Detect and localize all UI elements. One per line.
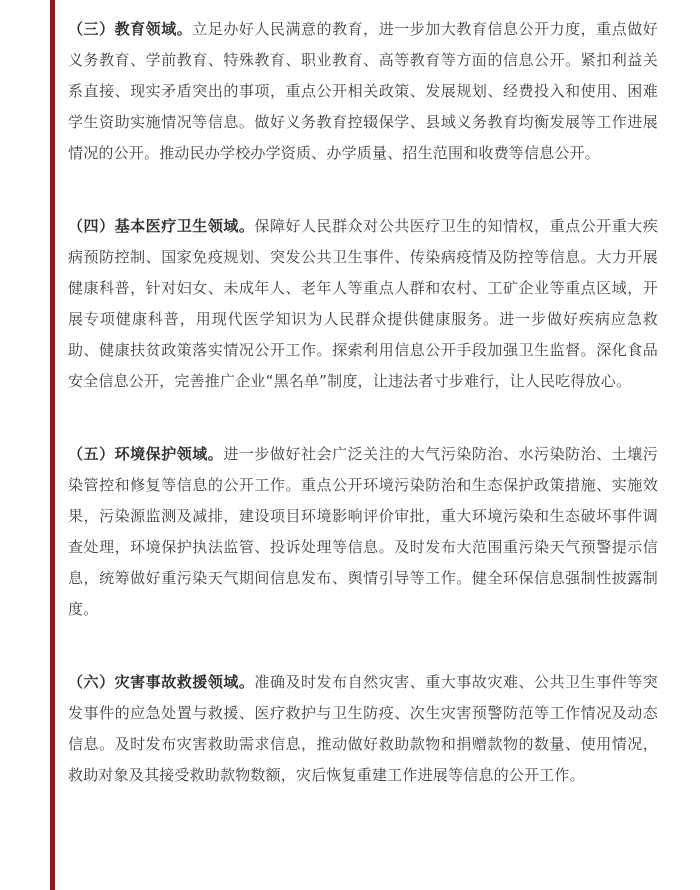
section-medical	[68, 211, 658, 397]
section-disaster	[68, 667, 658, 791]
paragraph	[68, 14, 658, 169]
paragraph	[68, 439, 658, 625]
section-body: 进一步做好社会广泛关注的大气污染防治、水污染防治、土壤污染管控和修复等信息的公开工作。重点公开环境污染防治和生态保护政策措施、实施效果，污染源监测及减排，建设项目环境影响评价审批，重大环境污染和生态破坏事件调查处理，环境保护执法监管、投诉处理等信息。及时发布大范围重污染天气预警提示信息，统筹做好重污染天气期间信息发布、舆情引导等工作。健全环保信息强制性披露制度。	[68, 445, 658, 618]
section-environment	[68, 439, 658, 625]
paragraph	[68, 211, 658, 397]
article-content	[68, 14, 658, 833]
section-heading: （四）基本医疗卫生领域。	[68, 217, 255, 235]
paragraph	[68, 667, 658, 791]
section-body: 保障好人民群众对公共医疗卫生的知情权，重点公开重大疾病预防控制、国家免疫规划、突发公共卫生事件、传染病疫情及防控等信息。大力开展健康科普，针对妇女、未成年人、老年人等重点人群和农村、工矿企业等重点区域，开展专项健康科普，用现代医学知识为人民群众提供健康服务。进一步做好疾病应急救助、健康扶贫政策落实情况公开工作。探索利用信息公开手段加强卫生监督。深化食品安全信息公开，完善推广企业“黑名单”制度，让违法者寸步难行，让人民吃得放心。	[68, 217, 658, 390]
section-heading: （五）环境保护领域。	[68, 445, 224, 463]
section-education	[68, 14, 658, 169]
left-accent-bar	[50, 0, 55, 890]
section-body: 立足办好人民满意的教育，进一步加大教育信息公开力度，重点做好义务教育、学前教育、特殊教育、职业教育、高等教育等方面的信息公开。紧扣利益关系直接、现实矛盾突出的事项，重点公开相关政策、发展规划、经费投入和使用、困难学生资助实施情况等信息。做好义务教育控辍保学、县域义务教育均衡发展等工作进展情况的公开。推动民办学校办学资质、办学质量、招生范围和收费等信息公开。	[68, 20, 658, 162]
section-body: 准确及时发布自然灾害、重大事故灾难、公共卫生事件等突发事件的应急处置与救援、医疗救护与卫生防疫、次生灾害预警防范等工作情况及动态信息。及时发布灾害救助需求信息，推动做好救助款物和捐赠款物的数量、使用情况，救助对象及其接受救助款物数额，灾后恢复重建工作进展等信息的公开工作。	[68, 673, 658, 784]
section-heading: （三）教育领域。	[68, 20, 193, 38]
section-heading: （六）灾害事故救援领域。	[68, 673, 255, 691]
